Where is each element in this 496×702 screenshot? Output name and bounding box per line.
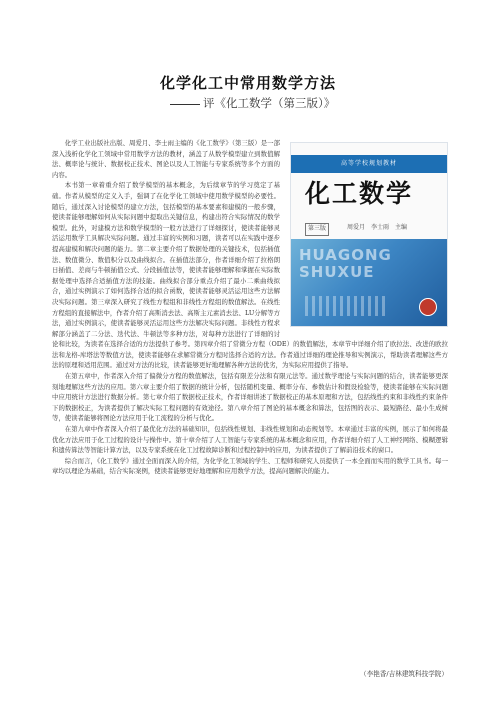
subtitle-dash bbox=[170, 104, 200, 105]
cover-edition-badge: 第三版 bbox=[305, 223, 329, 236]
author-signature: （李艳香/吉林建筑科技学院） bbox=[360, 670, 448, 678]
paragraph-1: 化学工业出版社出版、周爱月、李士雨主编的《化工数学》（第三版）是一部深入浅析化学化工领域中常用数学方法的教材，涵盖了从数学模型建立到数值解法、概率论与统计、数据校正技术、图论以及人工智能与专家系统等多个方面的内容。 bbox=[52, 139, 280, 179]
paragraph-2: 本书第一章着重介绍了数学模型的基本概念，为后续章节的学习奠定了基础。作者从模型的定义入手，强调了在化学化工领域中使用数学模型的必要性。随后，通过深入讨论模型的建立方法，包括模型的基本要素和建模的一般步骤，使读者能够理解如何从实际问题中提取出关键信息，构建出符合实际情况的数学模型。此外，对建模方法和数学模型的一般方法进行了详细探讨，使读者能够灵活运用数学工具解决实际问题。通过丰富的实例和习题，读者可以在实践中逐步提高建模和解决问题的能力。第二章主要介绍了数据处理的关键技术，包括插值法、数值微分、数值积分以及曲线拟合。在插值法部分，作者详细介绍了拉格朗日插值、差商与牛顿插值公式、分段插值法等，使读者能够理解和掌握在实际数据处理中选择合适插值方法的技能。曲线拟合部分重点介绍了最小二乘曲线拟合，通过实例演示了如何选择合适的拟合函数，使读者能够灵活运用这些方法解决实际问题。第三章深入研究了线性方程组和非线性方程组的数值解法。在线性方程组的直接解法中，作者介绍了高斯消去法、高斯主元素消去法、LU分解等方法，通过实例演示，使读者能够灵活运用这些方法解决实际问题。非线性方程求解部分涵盖了二分法、迭代法、牛顿法等多种方法，对每种方法进行了详细的讨论和比较，为读者在选择合适的方法提供了参考。第四章介绍了常微分方程（ODE）的数值解法，本章节中详细介绍了欧拉法、改进的欧拉法和龙格-库塔法等数值方法，使读者能够在求解常微分方程时选择合适的方法。作者通过详细的理论推导和实例演示，帮助读者理解这些方法的原理和适用范围。通过对方法的比较，读者能够更好地理解各种方法的优劣，为实际应用提供了指导。 bbox=[52, 181, 448, 370]
publisher-logo-icon bbox=[419, 298, 437, 316]
article-body bbox=[52, 138, 448, 477]
cover-pinyin-title: HUAGONG SHUXUE bbox=[299, 246, 392, 281]
book-cover-image bbox=[290, 142, 448, 327]
paragraph-3: 在第五章中，作者深入介绍了偏微分方程的数值解法，包括有限差分法和有限元法等。通过数学理论与实际问题的结合，读者能够更深刻地理解这些方法的应用。第六章主要介绍了数据的统计分析，包括随机变量、概率分布、参数估计和假设检验等，使读者能够在实际问题中应用统计方法进行数据分析。第七章介绍了数据校正技术，作者详细讲述了数据校正的基本原理和方法，包括线性约束和非线性约束条件下的数据校正，为读者提供了解决实际工程问题的有效途径。第八章介绍了图论的基本概念和算法，包括图的表示、最短路径、最小生成树等，使读者能够将图论方法应用于化工流程的分析与优化。 bbox=[52, 372, 448, 423]
cover-series-label: 高等学校规划教材 bbox=[340, 160, 397, 167]
subtitle-text: 评《化工数学（第三版）》 bbox=[203, 96, 336, 110]
article-subtitle bbox=[170, 95, 430, 111]
cover-authors: 周爱月 李士雨 主编 bbox=[347, 224, 408, 231]
paragraph-4: 在第九章中作者深入介绍了最优化方法的基础知识，包括线性规划、非线性规划和动态规划等。本章通过丰富的实例，展示了如何将最优化方法应用于化工过程的设计与操作中。第十章介绍了人工智能与专家系统的基本概念和应用，作者详细介绍了人工神经网络、模糊逻辑和遗传算法等智能计算方法，以及专家系统在化工过程故障诊断和过程控制中的应用，为读者提供了了解前沿技术的窗口。 bbox=[52, 425, 448, 455]
cover-book-title: 化工数学 bbox=[305, 179, 414, 208]
paragraph-5: 综合而言，《化工数学》通过全面而深入的介绍，为化学化工领域的学生、工程师和研究人员提供了一本全面而实用的数学工具书。每一章均以理论为基础，结合实际案例，使读者能够更好地理解和应用数学方法，提高问题解决的能力。 bbox=[52, 456, 448, 476]
cover-barcode-stripes bbox=[305, 296, 385, 316]
article-title: 化学化工中常用数学方法 bbox=[159, 74, 336, 92]
